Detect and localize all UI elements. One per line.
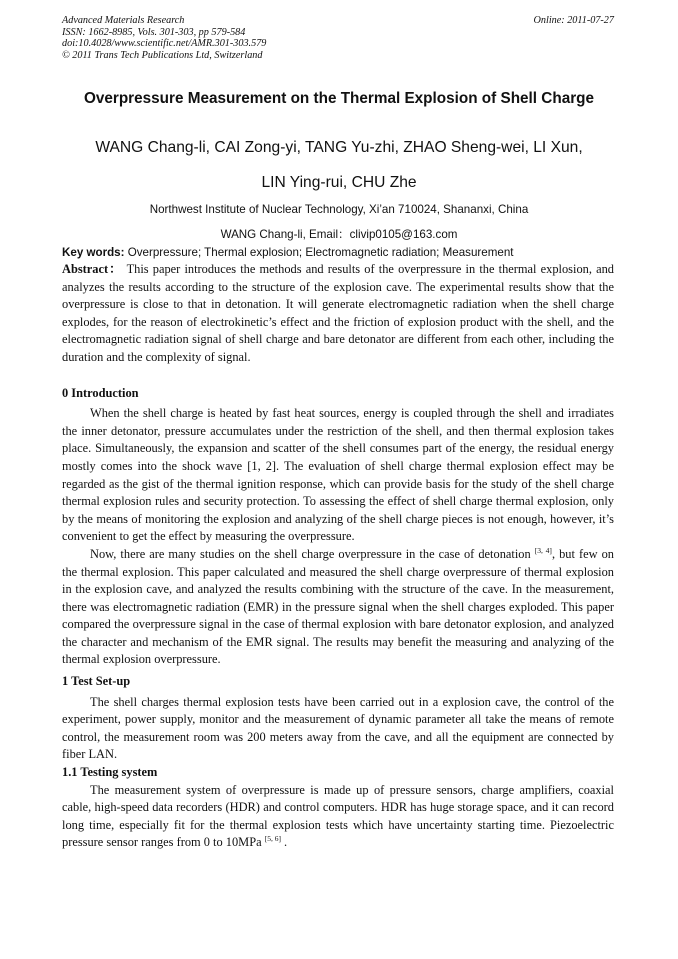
abstract [62,261,614,367]
testing-paragraph-1-start: The measurement system of overpressure is made up of pressure sensors, charge amplifiers, coaxial cable, high-speed data recorders (HDR) and control computers. HDR has huge storage space, and it can record long time, especially fit for the thermal explosion tests which have uncertainty starting time. Piezoelectric pressure sensor ranges from 0 to 10MPa [62,782,614,850]
copyright-line: © 2011 Trans Tech Publications Ltd, Switzerland [62,49,263,61]
paper-title: Overpressure Measurement on the Thermal Explosion of Shell Charge [83,90,595,107]
online-date: Online: 2011-07-27 [533,15,614,26]
author-list [40,130,638,200]
affiliation: Northwest Institute of Nuclear Technology, Xi’an 710024, Shananxi, China [149,203,529,216]
setup-paragraph-1: The shell charges thermal explosion tests have been carried out in a explosion cave, the control of the experiment, power supply, monitor and the measurement of dynamic parameter all take the means of remote control, the measurement room was 200 meters away from the cave, and all the equipment are connected by fiber LAN. [62,694,614,762]
section-heading-testing-system: 1.1 Testing system [62,765,158,780]
publication-header [62,15,614,61]
authors-line-1: WANG Chang-li, CAI Zong-yi, TANG Yu-zhi, ZHAO Sheng-wei, LI Xun, [95,139,583,156]
citation-3-4: [3, 4] [534,545,552,555]
intro-paragraph-1: When the shell charge is heated by fast heat sources, energy is coupled through the shell and irradiates the inner detonator, pressure accumulates under the restriction of the shell, and then thermal explosion takes place. Simultaneously, the expansion and scatter of the shell consumes part of the energy, the residual energy mostly comes into the shock wave [1, 2]. The evaluation of shell charge thermal explosion effect may be regarded as the gist of the thermal ignition response, which can provide basis for the study of the shell charge thermal explosion rules and security protection. To assessing the effect of shell charge thermal explosion, only by the means of monitoring the explosion and analyzing of the shell charge pieces is not enough, however, it’s convenient to get the effect by measuring the overpressure. [62,406,614,544]
intro-paragraph-2 [62,546,614,669]
section-heading-introduction: 0 Introduction [62,385,139,400]
keywords-text: Overpressure; Thermal explosion; Electromagnetic radiation; Measurement [124,246,514,259]
abstract-text: This paper introduces the methods and results of the overpressure in the thermal explosion, and analyzes the results according to the structure of the explosion cave. The experimental results show that the overpressure is close to that in detonation. It will generate electromagnetic radiation when the shell charge explodes, for the reason of electrokinetic’s effect and the friction of explosion product with the shell, and the electromagnetic radiation signal of shell charge and bare detonator are different from each other, including the duration and the complexity of signal. [62,262,614,364]
authors-line-2: LIN Ying-rui, CHU Zhe [261,174,417,191]
paper-body [62,245,614,852]
testing-paragraph-1 [62,782,614,852]
section-heading-test-setup: 1 Test Set-up [62,674,131,689]
intro-paragraph-2-end: , but few on the thermal explosion. This paper calculated and measured the shell charge overpressure of thermal explosion in the explosion cave, and analyzed the results combining with the structure of the cave. In the measurement, there was electromagnetic radiation (EMR) in the pressure signal when the shell charges exploded. This paper compared the overpressure signal in the case of thermal explosion with bare detonator explosion, and analyzed the character and mechanism of the EMR signal. The results may benefit the measuring and analyzing of the thermal explosion overpressure. [62,546,614,667]
testing-paragraph-1-end: . [280,835,288,850]
issn-line: ISSN: 1662-8985, Vols. 301-303, pp 579-584 [62,26,246,38]
journal-name: Advanced Materials Research [62,15,185,26]
intro-paragraph-2-start: Now, there are many studies on the shell charge overpressure in the case of detonation [90,546,531,561]
keywords [62,245,614,261]
correspondence: WANG Chang-li, Email：clivip0105@163.com [220,228,458,241]
keywords-label: Key words: [62,246,125,259]
citation-5-6: [5, 6] [264,834,281,844]
abstract-label: Abstract： [62,262,123,276]
doi-line: doi:10.4028/www.scientific.net/AMR.301-303.579 [62,38,267,49]
